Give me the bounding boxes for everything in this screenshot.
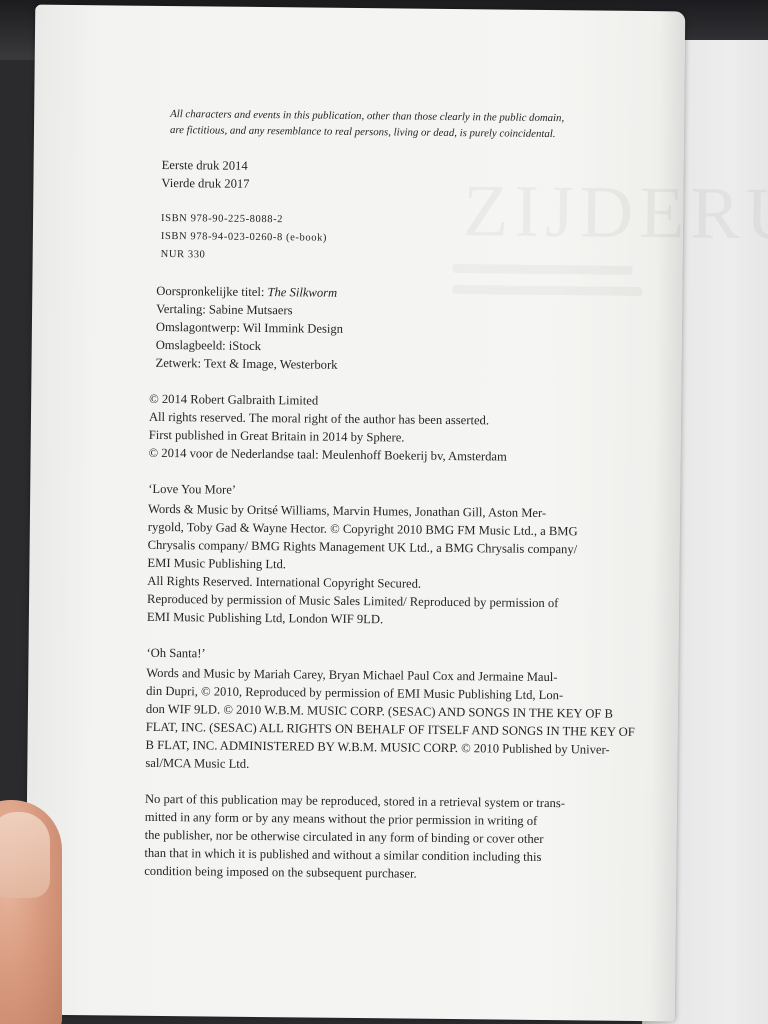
song-line: sal/MCA Music Ltd. (145, 755, 250, 771)
isbn-info (151, 210, 642, 269)
song-line: Words and Music by Mariah Carey, Bryan Michael Paul Cox and Jermaine Maul- (146, 665, 558, 685)
isbn-line: ISBN 978-94-023-0260-8 (e-book) (160, 230, 328, 244)
disclaimer-line: are fictitious, and any resemblance to real persons, living or dead, is purely coincidental. (169, 124, 556, 141)
credit-line: Vertaling: Sabine Mutsaers (156, 301, 293, 318)
song-line: EMI Music Publishing Ltd. (147, 555, 287, 572)
credit-line: Omslagontwerp: Wil Immink Design (155, 319, 344, 336)
song-line: All Rights Reserved. International Copyright Secured. (147, 573, 422, 591)
song-line: FLAT, INC. (SESAC) ALL RIGHTS ON BEHALF OF ITSELF AND SONGS IN THE KEY OF (145, 719, 635, 739)
copyright-line: First published in Great Britain in 2014 by Sphere. (148, 427, 405, 445)
isbn-line: ISBN 978-90-225-8088-2 (161, 212, 284, 226)
copyright-block (149, 390, 640, 467)
copyright-page (25, 5, 686, 1022)
disclaimer-line: All characters and events in this publication, other than those clearly in the public domain, (170, 108, 565, 125)
song-permission-love-you-more (147, 480, 639, 631)
copyright-line: © 2014 voor de Nederlandse taal: Meulenhoff Boekerij bv, Amsterdam (148, 445, 507, 464)
copyright-line: © 2014 Robert Galbraith Limited (149, 391, 319, 408)
edition-info (151, 156, 641, 197)
song-line: don WIF 9LD. © 2010 W.B.M. MUSIC CORP. (SESAC) AND SONGS IN THE KEY OF B (145, 701, 613, 721)
original-title: The Silkworm (267, 285, 338, 300)
edition-line: Eerste druk 2014 (161, 157, 248, 173)
song-permission-oh-santa (145, 644, 636, 777)
song-line: EMI Music Publishing Ltd, London WIF 9LD. (146, 609, 384, 627)
song-line: Reproduced by permission of Music Sales Limited/ Reproduced by permission of (147, 591, 559, 611)
song-line: din Dupri, © 2010, Reproduced by permission of EMI Music Publishing Ltd, Lon- (146, 683, 564, 703)
notice-line: mitted in any form or by any means without the prior permission in writing of (144, 809, 538, 828)
credit-line: Zetwerk: Text & Image, Westerbork (155, 355, 338, 372)
thumbnail (0, 812, 50, 898)
notice-line: than that in which it is published and without a similar condition including this (144, 845, 542, 864)
nur-line: NUR 330 (160, 248, 206, 261)
song-line: rygold, Toby Gad & Wayne Hector. © Copyright 2010 BMG FM Music Ltd., a BMG (147, 519, 578, 539)
song-line: Words & Music by Oritsé Williams, Marvin Humes, Jonathan Gill, Aston Mer- (147, 501, 547, 521)
page-text (144, 106, 642, 903)
credit-line: Omslagbeeld: iStock (155, 337, 262, 354)
original-title-label: Oorspronkelijke titel: (156, 283, 265, 300)
notice-line: the publisher, nor be otherwise circulated in any form of binding or cover other (144, 827, 544, 846)
song-title: ‘Love You More’ (148, 481, 237, 497)
song-line: B FLAT, INC. ADMINISTERED BY W.B.M. MUSIC CORP. © 2010 Published by Univer- (145, 737, 610, 757)
notice-line: No part of this publication may be reproduced, stored in a retrieval system or trans- (144, 791, 566, 811)
song-title: ‘Oh Santa!’ (146, 645, 206, 661)
song-line: Chrysalis company/ BMG Rights Management UK Ltd., a BMG Chrysalis company/ (147, 537, 578, 557)
copyright-line: All rights reserved. The moral right of the author has been asserted. (148, 409, 490, 428)
rights-notice (144, 790, 635, 885)
edition-line: Vierde druk 2017 (161, 175, 250, 191)
notice-line: condition being imposed on the subsequent purchaser. (144, 863, 417, 881)
disclaimer (170, 106, 610, 143)
credits (149, 282, 640, 377)
